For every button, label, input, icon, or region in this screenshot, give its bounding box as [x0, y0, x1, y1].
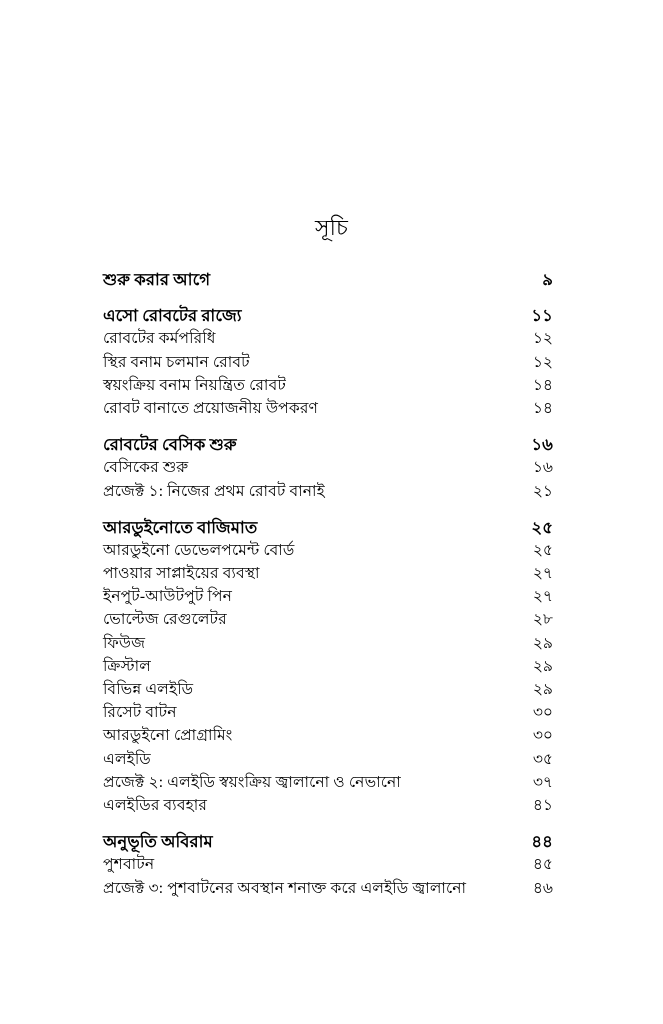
toc-entry-label: এলইডি: [103, 750, 151, 768]
toc-entry[interactable]: [103, 748, 553, 771]
toc-entry[interactable]: [103, 794, 553, 817]
toc-entry-label: পাওয়ার সাপ্লাইয়ের ব্যবস্থা: [103, 565, 260, 583]
toc-entry-page-number: ৯: [542, 270, 553, 289]
toc-entry-page-number: ৪৬: [532, 879, 553, 897]
toc-entry-page-number: ৩৫: [532, 750, 553, 768]
toc-entry[interactable]: [103, 516, 553, 539]
toc-entry-page-number: ৪১: [532, 796, 553, 814]
toc-entry-page-number: ১১: [531, 306, 553, 326]
toc-entry-label: আরডুইনো ডেভেলপমেন্ট বোর্ড: [103, 541, 295, 559]
toc-entry[interactable]: [103, 562, 553, 585]
toc-entry-page-number: ৩৭: [532, 773, 553, 791]
toc-entry-label: বেসিকের শুরু: [103, 459, 189, 477]
toc-entry-label: ভোল্টেজ রেগুলেটর: [103, 611, 227, 629]
toc-entry-label: ফিউজ: [103, 634, 146, 652]
toc-entry-label: রিসেট বাটন: [103, 704, 177, 722]
toc-entry-label: আরডুইনোতে বাজিমাত: [103, 517, 258, 537]
toc-entry-label: বিভিন্ন এলইডি: [103, 681, 194, 698]
toc-entry-label: প্রজেক্ট ২: এলইডি স্বয়ংক্রিয় জ্বালানো ও নেভানো: [103, 773, 401, 791]
toc-entry[interactable]: [103, 480, 553, 503]
toc-entry-label: প্রজেক্ট ৩: পুশবাটনের অবস্থান শনাক্ত করে এলইডি জ্বালানো: [103, 879, 467, 897]
toc-entry-label: রোবটের কর্মপরিধি: [103, 330, 216, 348]
toc-entry[interactable]: [103, 771, 553, 794]
toc-entry-page-number: ২৭: [532, 588, 553, 606]
toc-entry-label: অনুভূতি অবিরাম: [103, 832, 213, 852]
toc-entry[interactable]: [103, 724, 553, 747]
toc-entry-page-number: ৪৫: [532, 856, 553, 874]
toc-entry[interactable]: [103, 608, 553, 631]
toc-entry[interactable]: [103, 877, 553, 900]
toc-entry-page-number: ২৯: [532, 634, 553, 652]
toc-entry-label: আরডুইনো প্রোগ্রামিং: [103, 727, 233, 745]
toc-entry-label: স্বয়ংক্রিয় বনাম নিয়ন্ত্রিত রোবট: [103, 376, 286, 394]
toc-entry[interactable]: [103, 304, 553, 327]
toc-entry-page-number: ২৯: [532, 657, 553, 675]
toc-list: [103, 268, 553, 900]
toc-entry-label: রোবট বানাতে প্রয়োজনীয় উপকরণ: [103, 399, 319, 417]
toc-entry-page-number: ৩০: [532, 704, 553, 722]
toc-entry-label: শুরু করার আগে: [103, 270, 211, 289]
toc-entry-label: স্থির বনাম চলমান রোবট: [103, 353, 250, 371]
toc-entry[interactable]: [103, 456, 553, 479]
toc-entry[interactable]: [103, 374, 553, 397]
toc-entry[interactable]: [103, 853, 553, 876]
toc-entry[interactable]: [103, 539, 553, 562]
toc-entry-page-number: ৪৪: [531, 832, 553, 852]
toc-entry-page-number: ২৫: [531, 517, 553, 537]
toc-entry-label: এসো রোবটের রাজ্যে: [103, 306, 242, 326]
toc-entry-label: ইনপুট-আউটপুট পিন: [103, 588, 233, 606]
toc-entry-label: প্রজেক্ট ১: নিজের প্রথম রোবট বানাই: [103, 482, 325, 500]
toc-entry[interactable]: [103, 678, 553, 701]
toc-entry-page-number: ১২: [532, 330, 553, 348]
toc-entry-page-number: ১৬: [532, 459, 553, 477]
toc-entry-label: ক্রিস্টাল: [103, 657, 151, 675]
toc-entry-label: পুশবাটন: [103, 856, 155, 874]
toc-entry-label: এলইডির ব্যবহার: [103, 796, 208, 814]
toc-entry-page-number: ২৯: [532, 681, 553, 698]
toc-entry-page-number: ১৬: [531, 435, 553, 455]
toc-entry[interactable]: [103, 268, 553, 291]
toc-entry-page-number: ১৪: [532, 376, 553, 394]
toc-entry[interactable]: [103, 830, 553, 853]
toc-entry[interactable]: [103, 327, 553, 350]
toc-entry[interactable]: [103, 701, 553, 724]
toc-entry-page-number: ২১: [532, 482, 553, 500]
toc-entry[interactable]: [103, 655, 553, 678]
toc-entry-page-number: ২৭: [532, 565, 553, 583]
toc-entry-label: রোবটের বেসিক শুরু: [103, 435, 237, 455]
toc-entry-page-number: ৩০: [532, 727, 553, 745]
toc-entry[interactable]: [103, 433, 553, 456]
toc-entry[interactable]: [103, 585, 553, 608]
toc-entry[interactable]: [103, 397, 553, 420]
toc-entry-page-number: ১৪: [532, 399, 553, 417]
toc-entry-page-number: ২৫: [532, 541, 553, 559]
toc-entry[interactable]: [103, 351, 553, 374]
page-title: সূচি: [314, 215, 349, 240]
toc-entry-page-number: ১২: [532, 353, 553, 371]
toc-entry-page-number: ২৮: [532, 611, 553, 629]
toc-entry[interactable]: [103, 632, 553, 655]
